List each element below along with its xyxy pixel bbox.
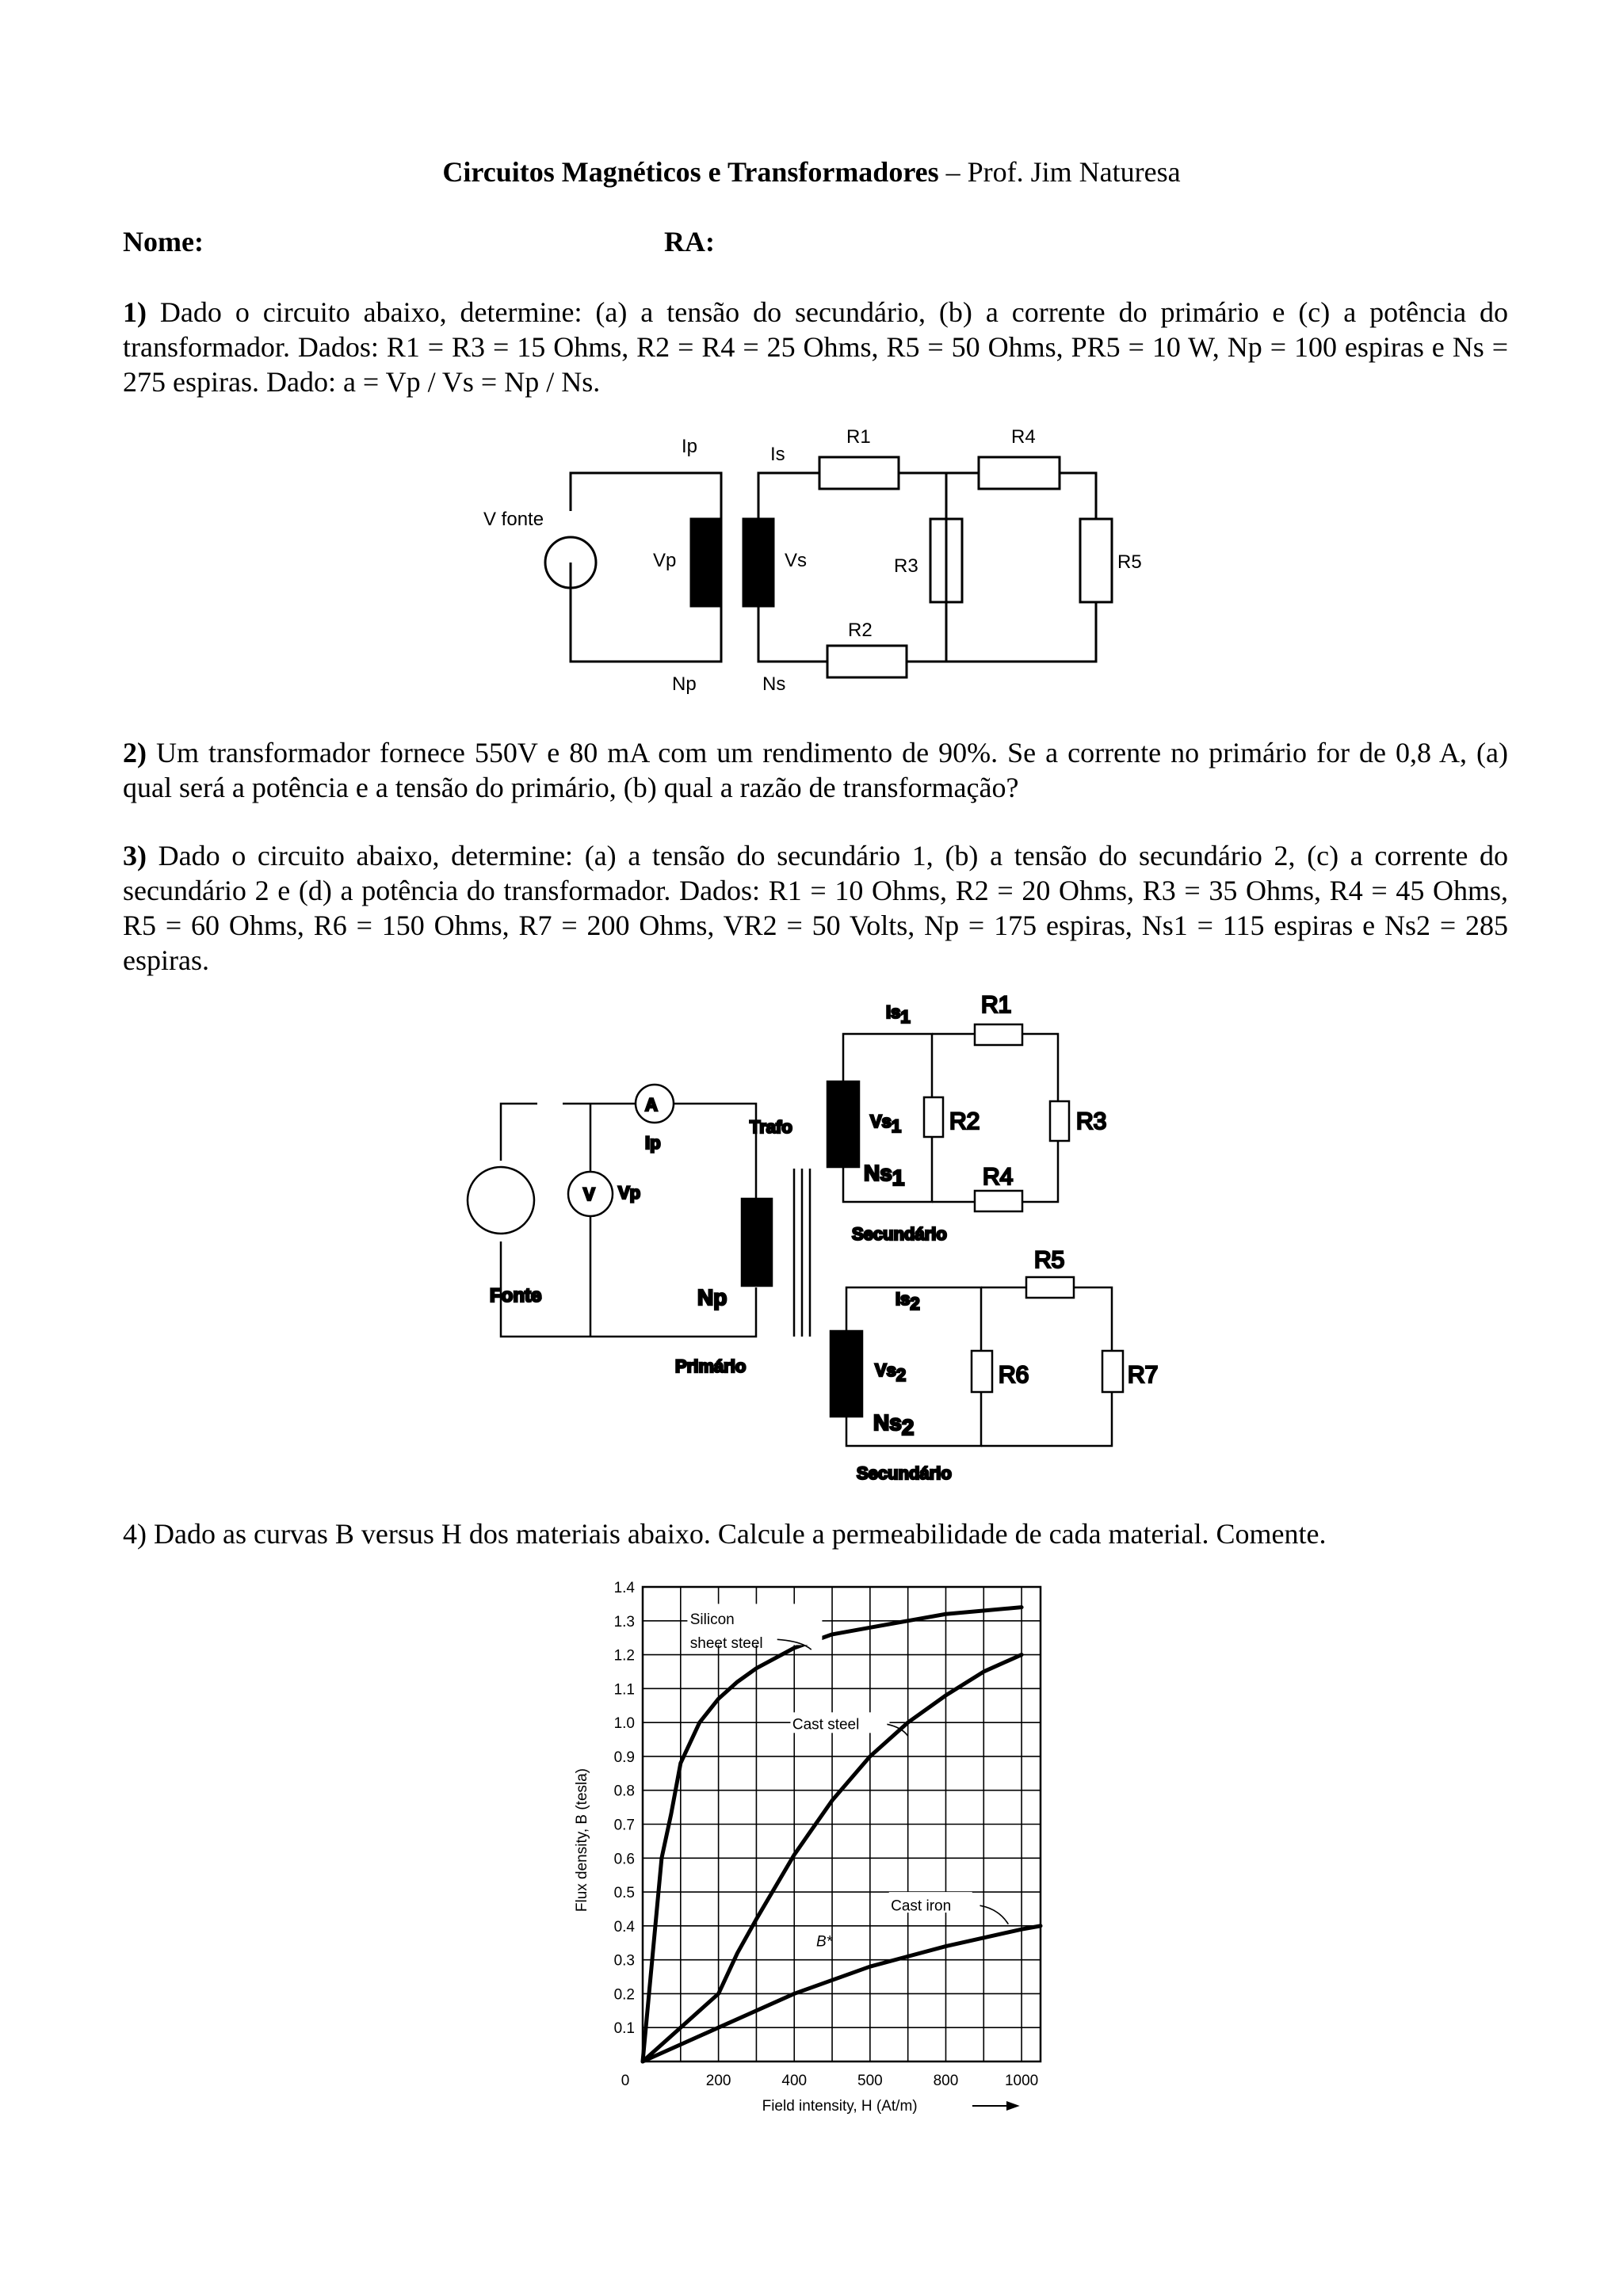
secondary-core xyxy=(743,519,773,606)
primary-core xyxy=(691,519,721,606)
y-tick-label: 0.8 xyxy=(613,1783,635,1800)
question-1 xyxy=(123,295,1508,399)
resistor-r1 xyxy=(819,457,899,489)
resistor-r1 xyxy=(975,1024,1022,1045)
y-tick-label: 0.1 xyxy=(613,2020,635,2038)
x-axis-label: Field intensity, H (At/m) xyxy=(762,2098,918,2115)
x-axis-arrowhead xyxy=(1006,2101,1020,2111)
label-ip: Ip xyxy=(682,436,698,457)
y-tick-label: 0.3 xyxy=(613,1952,635,1970)
label-np: Np xyxy=(672,673,697,695)
question-4 xyxy=(123,1516,1508,1551)
circuit-diagram-2 xyxy=(452,986,1181,1493)
label-r3: R3 xyxy=(1076,1108,1107,1135)
x-tick-label: 800 xyxy=(933,2073,959,2089)
secondary1-core xyxy=(827,1081,859,1167)
secondary2-wire-bottom xyxy=(981,1392,1112,1446)
label-is1: Is1 xyxy=(886,1002,911,1027)
resistor-r7 xyxy=(1102,1351,1123,1392)
question-3 xyxy=(123,838,1508,978)
primary-wire-top-left xyxy=(501,1104,537,1161)
label-r4: R4 xyxy=(983,1164,1014,1190)
y-tick-label: 1.2 xyxy=(613,1647,635,1665)
label-r5: R5 xyxy=(1117,551,1142,573)
title-bold: Circuitos Magnéticos e Transformadores xyxy=(442,156,939,188)
primary-core xyxy=(742,1199,772,1286)
label-fonte: Fonte xyxy=(490,1285,542,1306)
question-2 xyxy=(123,735,1508,805)
secondary1-wire-r1b xyxy=(1022,1034,1058,1101)
title-rest: – Prof. Jim Naturesa xyxy=(938,156,1181,188)
label-vs1: Vs1 xyxy=(870,1112,902,1136)
label-ns1: Ns1 xyxy=(864,1161,905,1190)
x-tick-label: 0 xyxy=(621,2073,630,2089)
y-tick-label: 0.7 xyxy=(613,1817,635,1834)
annotation-cast-iron: Cast iron xyxy=(891,1897,952,1915)
label-vs2: Vs2 xyxy=(875,1360,907,1385)
question-1-number: 1) xyxy=(123,296,147,328)
resistor-r4 xyxy=(979,457,1060,489)
label-secundario-1: Secundário xyxy=(852,1224,947,1244)
label-v-fonte: V fonte xyxy=(483,509,544,530)
y-tick-label: 0.6 xyxy=(613,1851,635,1868)
label-r6: R6 xyxy=(999,1362,1029,1388)
annotation-b-star: B* xyxy=(815,1933,833,1951)
question-2-text: Um transformador fornece 550V e 80 mA com um rendimento de 90%. Se a corrente no primário for de 0,8 A, (a) qual será a potência e a tensão do primário, (b) qual a razão de transformação? xyxy=(123,737,1508,803)
label-ammeter: A xyxy=(645,1095,658,1115)
y-tick-label: 0.5 xyxy=(613,1885,635,1902)
name-label: Nome: xyxy=(123,226,204,257)
label-vp: Vp xyxy=(618,1183,641,1203)
annotation-cast-steel: Cast steel xyxy=(792,1716,860,1733)
resistor-r2 xyxy=(924,1097,943,1137)
resistor-r4 xyxy=(975,1191,1022,1211)
label-primario: Primário xyxy=(675,1356,747,1376)
y-axis-label: Flux density, B (tesla) xyxy=(574,1768,590,1913)
annotation-silicon: Silicon xyxy=(689,1611,735,1629)
label-ns: Ns xyxy=(762,673,786,695)
y-tick-label: 0.9 xyxy=(613,1749,635,1766)
resistor-r3 xyxy=(1050,1101,1069,1141)
y-tick-label: 1.4 xyxy=(613,1580,635,1596)
question-3-number: 3) xyxy=(123,840,147,871)
label-r4: R4 xyxy=(1011,426,1036,448)
x-tick-label: 500 xyxy=(857,2073,883,2089)
secondary1-wire-r4b xyxy=(1022,1141,1058,1202)
circuit-diagram-1 xyxy=(468,424,1165,705)
resistor-r5 xyxy=(1080,519,1112,602)
secondary2-core xyxy=(831,1331,862,1417)
page-title xyxy=(0,155,1623,189)
y-tick-label: 0.2 xyxy=(613,1986,635,2004)
question-2-number: 2) xyxy=(123,737,147,769)
label-r2: R2 xyxy=(949,1108,980,1135)
ra-label: RA: xyxy=(664,226,715,257)
label-secundario-2: Secundário xyxy=(857,1463,952,1483)
y-tick-label: 1.0 xyxy=(613,1715,635,1733)
question-4-number: 4) xyxy=(123,1518,147,1550)
y-tick-label: 0.4 xyxy=(613,1918,635,1936)
label-ip: Ip xyxy=(645,1133,661,1153)
annotation-sheet-steel: sheet steel xyxy=(689,1635,763,1653)
label-r3: R3 xyxy=(894,555,918,577)
y-tick-label: 1.3 xyxy=(613,1613,635,1630)
secondary2-wire-r5b xyxy=(1074,1287,1112,1351)
question-3-text: Dado o circuito abaixo, determine: (a) a tensão do secundário 1, (b) a tensão do secundário 2, (c) a corrente do secundário 2 e (d) a potência do transformador. Dados: R1 = 10 Ohms, R2 = 20 Ohms, R3 = 35 Ohms, R4 = 45 Ohms, R5 = 60 Ohms, R6 = 150 Ohms, R7 = 200 Ohms, VR2 = 50 Volts, Np = 175 espiras, Ns1 = 115 espiras e Ns2 = 285 espiras. xyxy=(123,840,1508,976)
x-tick-label: 200 xyxy=(705,2073,731,2089)
label-trafo: Trafo xyxy=(750,1117,792,1137)
label-r2: R2 xyxy=(848,620,873,641)
resistor-r6 xyxy=(972,1351,992,1392)
label-voltmeter: V xyxy=(583,1184,595,1204)
question-4-text: Dado as curvas B versus H dos materiais abaixo. Calcule a permeabilidade de cada material. Comente. xyxy=(147,1518,1327,1550)
label-r5: R5 xyxy=(1034,1247,1065,1273)
x-tick-label: 400 xyxy=(781,2073,808,2089)
label-vp: Vp xyxy=(653,550,677,571)
x-tick-label: 1000 xyxy=(1004,2073,1039,2089)
bh-curve-chart xyxy=(571,1573,1046,2127)
label-vs: Vs xyxy=(785,550,808,571)
resistor-r2 xyxy=(827,646,907,677)
label-r1: R1 xyxy=(846,426,871,448)
y-tick-label: 1.1 xyxy=(613,1681,635,1699)
resistor-r5 xyxy=(1026,1277,1074,1298)
voltage-source xyxy=(468,1167,534,1234)
label-r7: R7 xyxy=(1128,1362,1159,1388)
label-np: Np xyxy=(697,1285,727,1310)
question-1-text: Dado o circuito abaixo, determine: (a) a tensão do secundário, (b) a corrente do primário e (c) a potência do transformador. Dados: R1 = R3 = 15 Ohms, R2 = R4 = 25 Ohms, R5 = 50 Ohms, PR5 = 10 W, Np = 100 espiras e Ns = 275 espiras. Dado: a = Vp / Vs = Np / Ns. xyxy=(123,296,1508,398)
label-is2: Is2 xyxy=(896,1289,920,1314)
label-is: Is xyxy=(770,444,785,465)
label-ns2: Ns2 xyxy=(873,1410,915,1440)
label-r1: R1 xyxy=(981,992,1012,1018)
